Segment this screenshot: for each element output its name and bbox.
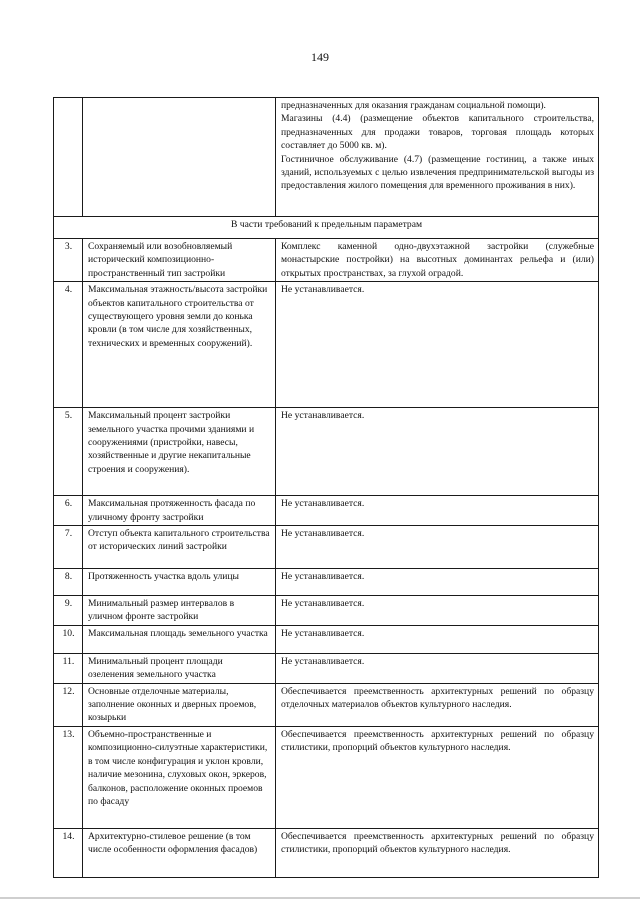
- table-row: [54, 496, 599, 526]
- parameter-value: Обеспечивается преемственность архитектурных решений по образцу стилистики, пропорций объектов культурного наследия.: [276, 828, 599, 877]
- row-number: 9.: [54, 596, 83, 626]
- continued-text-2: Магазины (4.4) (размещение объектов капитального строительства, предназначенных для продажи товаров, торговая площадь которых составляет до 5000 кв. м).: [281, 113, 594, 152]
- page-number: 149: [311, 50, 329, 64]
- requirements-table: [53, 97, 599, 878]
- parameter-name: Основные отделочные материалы, заполнение оконных и дверных проемов, козырьки: [83, 683, 276, 726]
- parameter-value: Обеспечивается преемственность архитектурных решений по образцу стилистики, пропорций объектов культурного наследия.: [276, 726, 599, 828]
- parameter-name: Объемно-пространственные и композиционно-силуэтные характеристики, в том числе конфигурация и уклон кровли, наличие мезонина, слуховых окон, эркеров, балконов, расположение оконных проемов по фасаду: [83, 726, 276, 828]
- table-row: [54, 526, 599, 569]
- table-row: [54, 569, 599, 596]
- continued-text-1: предназначенных для оказания гражданам социальной помощи).: [281, 100, 546, 111]
- parameter-value: Не устанавливается.: [276, 496, 599, 526]
- table-row: [54, 726, 599, 828]
- parameter-value: Не устанавливается.: [276, 596, 599, 626]
- parameter-name: Максимальная этажность/высота застройки объектов капитального строительства от существующего уровня земли до конька кровли (в том числе для хозяйственных, технических и временных сооружений).: [83, 282, 276, 408]
- row-number: 3.: [54, 239, 83, 282]
- table-row: [54, 625, 599, 653]
- row-number: 13.: [54, 726, 83, 828]
- row-number: 10.: [54, 625, 83, 653]
- parameter-name: Максимальный процент застройки земельного участка прочими зданиями и сооружениями (пристройки, навесы, хозяйственные и другие некапитальные строения и сооружения).: [83, 408, 276, 496]
- row-number: 6.: [54, 496, 83, 526]
- row-number: 14.: [54, 828, 83, 877]
- parameter-name: Сохраняемый или возобновляемый исторический композиционно-пространственный тип застройки: [83, 239, 276, 282]
- page-bottom-edge: [0, 897, 640, 899]
- table-row: [54, 683, 599, 726]
- section-header: В части требований к предельным параметрам: [54, 217, 599, 239]
- parameter-name: Максимальная протяженность фасада по уличному фронту застройки: [83, 496, 276, 526]
- parameter-value: Комплекс каменной одно-двухэтажной застройки (служебные монастырские постройки) на высотных доминантах рельефа и (или) открытых пространствах, за глухой оградой.: [276, 239, 599, 282]
- section-header-row: [54, 217, 599, 239]
- continued-row-value: [276, 98, 599, 217]
- parameter-value: Не устанавливается.: [276, 526, 599, 569]
- parameter-name: Протяженность участка вдоль улицы: [83, 569, 276, 596]
- row-number: 7.: [54, 526, 83, 569]
- row-number: 4.: [54, 282, 83, 408]
- row-number: 8.: [54, 569, 83, 596]
- table-row: [54, 828, 599, 877]
- parameter-name: Минимальный размер интервалов в уличном фронте застройки: [83, 596, 276, 626]
- parameter-value: Не устанавливается.: [276, 569, 599, 596]
- parameter-value: Не устанавливается.: [276, 625, 599, 653]
- continued-row: [54, 98, 599, 217]
- continued-row-num: [54, 98, 83, 217]
- table-row: [54, 653, 599, 683]
- table-row: [54, 282, 599, 408]
- parameter-value: Обеспечивается преемственность архитектурных решений по образцу отделочных материалов объектов культурного наследия.: [276, 683, 599, 726]
- parameter-name: Архитектурно-стилевое решение (в том числе особенности оформления фасадов): [83, 828, 276, 877]
- table-row: [54, 408, 599, 496]
- parameter-value: Не устанавливается.: [276, 282, 599, 408]
- parameter-value: Не устанавливается.: [276, 408, 599, 496]
- row-number: 5.: [54, 408, 83, 496]
- continued-text-3: Гостиничное обслуживание (4.7) (размещение гостиниц, а также иных зданий, используемых с целью извлечения предпринимательской выгоды из предоставления жилого помещения для временного проживания в них).: [281, 153, 594, 192]
- parameter-name: Максимальная площадь земельного участка: [83, 625, 276, 653]
- table-row: [54, 239, 599, 282]
- parameter-value: Не устанавливается.: [276, 653, 599, 683]
- parameter-name: Минимальный процент площади озеленения земельного участка: [83, 653, 276, 683]
- parameter-name: Отступ объекта капитального строительства от исторических линий застройки: [83, 526, 276, 569]
- continued-row-param: [83, 98, 276, 217]
- row-number: 11.: [54, 653, 83, 683]
- row-number: 12.: [54, 683, 83, 726]
- table-row: [54, 596, 599, 626]
